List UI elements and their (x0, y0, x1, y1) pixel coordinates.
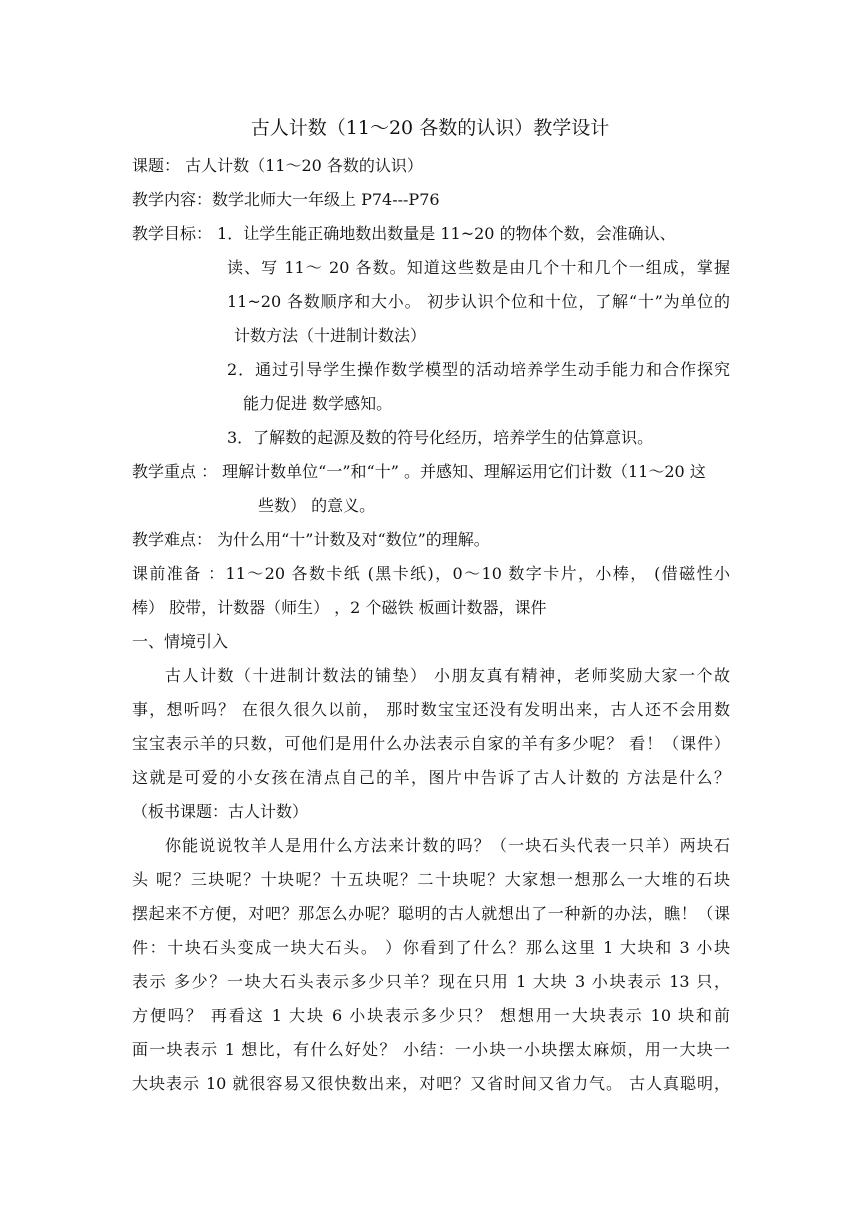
text-line: 摆起来不方便，对吧？那怎么办呢？聪明的古人就想出了一种新的办法，瞧！（课 (132, 904, 730, 923)
text-line: 这就是可爱的小女孩在清点自己的羊，图片中告诉了古人计数的 方法是什么？ (132, 768, 730, 787)
text-line: 教学目标： 1．让学生能正确地数出数量是 11~20 的物体个数，会准确认、 (132, 224, 676, 243)
text-line: 古人计数（十进制计数法的铺垫） 小朋友真有精神，老师奖励大家一个故 (165, 666, 730, 685)
text-line: 面一块表示 1 想比，有什么好处？ 小结：一小块一小块摆太麻烦，用一大块一 (132, 1040, 730, 1059)
section-heading: 一、情境引入 (132, 632, 229, 651)
text-line: 教学难点： 为什么用“十”计数及对“数位”的理解。 (132, 530, 490, 549)
text-line: 3．了解数的起源及数的符号化经历，培养学生的估算意识。 (227, 428, 654, 447)
text-line: 教学重点 ： 理解计数单位“一”和“十” 。并感知、理解运用它们计数（11～20 这 (132, 462, 706, 481)
document-title: 古人计数（11～20 各数的认识）教学设计 (250, 117, 610, 139)
text-line: 课题： 古人计数（11～20 各数的认识） (132, 156, 423, 175)
text-line: 宝宝表示羊的只数，可他们是用什么办法表示自家的羊有多少呢？ 看！（课件） (132, 734, 730, 753)
text-line: 件：十块石头变成一块大石头。 ）你看到了什么？那么这里 1 大块和 3 小块 (132, 938, 730, 957)
text-line: 11~20 各数顺序和大小。 初步认识个位和十位，了解“十”为单位的 (227, 292, 730, 311)
text-line: 能力促进 数学感知。 (243, 394, 393, 413)
text-line: 头 呢？三块呢？十块呢？十五块呢？二十块呢？大家想一想那么一大堆的石块 (132, 870, 730, 889)
text-line: 计数方法（十进制计数法） (234, 326, 427, 345)
text-line: 2．通过引导学生操作数学模型的活动培养学生动手能力和合作探究 (227, 360, 730, 379)
text-line: 棒） 胶带，计数器（师生） ，2 个磁铁 板画计数器，课件 (132, 598, 547, 617)
text-line: 你能说说牧羊人是用什么方法来计数的吗？（一块石头代表一只羊）两块石 (165, 836, 730, 855)
text-line: 方便吗？ 再看这 1 大块 6 小块表示多少只？ 想想用一大块表示 10 块和前 (132, 1006, 730, 1025)
text-line: 大块表示 10 就很容易又很快数出来，对吧？又省时间又省力气。 古人真聪明， (132, 1074, 730, 1093)
text-line: 些数） 的意义。 (258, 496, 376, 515)
text-line: 读、写 11～ 20 各数。知道这些数是由几个十和几个一组成，掌握 (227, 258, 730, 277)
text-line: 事，想听吗？ 在很久很久以前， 那时数宝宝还没有发明出来，古人还不会用数 (132, 700, 730, 719)
text-line: 教学内容：数学北师大一年级上 P74---P76 (132, 190, 440, 209)
text-line: （板书课题：古人计数） (132, 802, 309, 821)
text-line: 表示 多少？一块大石头表示多少只羊？现在只用 1 大块 3 小块表示 13 只， (132, 972, 730, 991)
text-line: 课前准备 ：11～20 各数卡纸 (黑卡纸)，0～10 数字卡片，小棒， (借磁性小 (132, 564, 730, 583)
